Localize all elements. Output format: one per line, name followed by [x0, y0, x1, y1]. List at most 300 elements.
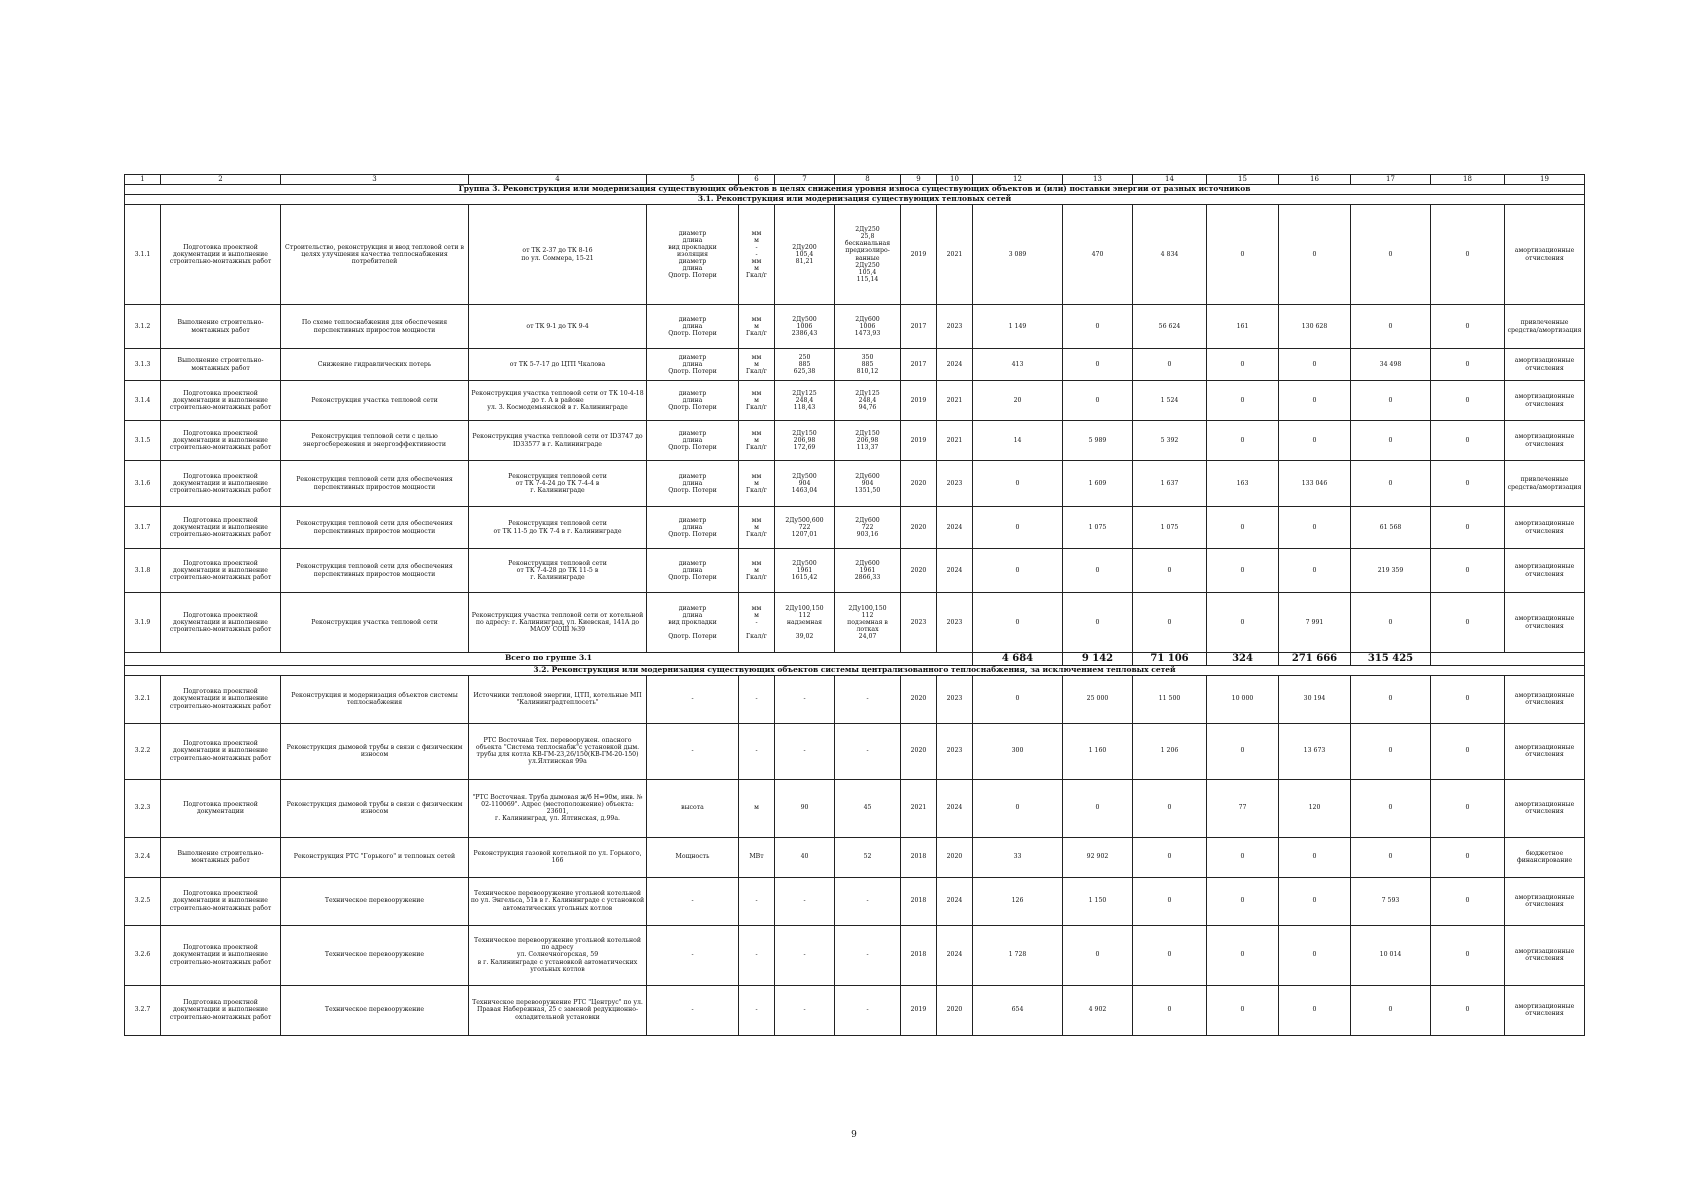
cost-15: 0	[1207, 985, 1279, 1035]
start-year: 2021	[901, 779, 937, 837]
work-type: Подготовка проектной документации	[161, 779, 281, 837]
end-year: 2023	[937, 461, 973, 507]
purpose: Техническое перевооружение	[281, 985, 469, 1035]
value-after: -	[835, 675, 901, 723]
value-after: -	[835, 877, 901, 925]
cost-18: 0	[1431, 349, 1505, 381]
purpose: Реконструкция участка тепловой сети	[281, 593, 469, 653]
table-row	[125, 381, 1585, 421]
value-before: 2Ду500 1006 2386,43	[775, 305, 835, 349]
cost-13: 0	[1063, 549, 1133, 593]
item-number: 3.1.6	[125, 461, 161, 507]
total-16: 271 666	[1279, 653, 1351, 666]
cost-17: 0	[1351, 381, 1431, 421]
cost-18: 0	[1431, 877, 1505, 925]
item-number: 3.1.8	[125, 549, 161, 593]
value-after: 350 885 810,12	[835, 349, 901, 381]
cost-12: 0	[973, 461, 1063, 507]
funding-source: амортизационные отчисления	[1505, 925, 1585, 985]
value-after: 2Ду600 1961 2866,33	[835, 549, 901, 593]
parameter-names: диаметр длина Qпотр. Потери	[647, 549, 739, 593]
cost-13: 1 150	[1063, 877, 1133, 925]
end-year: 2020	[937, 837, 973, 877]
column-number: 1	[125, 175, 161, 185]
column-number: 19	[1505, 175, 1585, 185]
location: Реконструкция участка тепловой сети от ТК 10-4-18 до т. А в районе ул. З. Космодемьянской в г. Калининграде	[469, 381, 647, 421]
end-year: 2023	[937, 675, 973, 723]
cost-15: 0	[1207, 349, 1279, 381]
parameter-units: мм м Гкал/г	[739, 349, 775, 381]
start-year: 2020	[901, 723, 937, 779]
cost-18: 0	[1431, 779, 1505, 837]
cost-17: 10 014	[1351, 925, 1431, 985]
cost-18: 0	[1431, 461, 1505, 507]
cost-18: 0	[1431, 723, 1505, 779]
cost-17: 219 359	[1351, 549, 1431, 593]
cost-15: 0	[1207, 925, 1279, 985]
parameter-names: диаметр длина Qпотр. Потери	[647, 349, 739, 381]
work-type: Подготовка проектной документации и выполнение строительно-монтажных работ	[161, 723, 281, 779]
parameter-names: диаметр длина Qпотр. Потери	[647, 381, 739, 421]
column-number: 16	[1279, 175, 1351, 185]
work-type: Подготовка проектной документации и выполнение строительно-монтажных работ	[161, 381, 281, 421]
parameter-units: мм м - Гкал/г	[739, 593, 775, 653]
purpose: Строительство, реконструкция и ввод тепловой сети в целях улучшения качества теплоснабжения потребителей	[281, 205, 469, 305]
end-year: 2024	[937, 925, 973, 985]
end-year: 2021	[937, 205, 973, 305]
funding-source: амортизационные отчисления	[1505, 349, 1585, 381]
value-before: -	[775, 877, 835, 925]
cost-12: 0	[973, 507, 1063, 549]
cost-13: 0	[1063, 779, 1133, 837]
work-type: Подготовка проектной документации и выполнение строительно-монтажных работ	[161, 549, 281, 593]
table-row	[125, 837, 1585, 877]
cost-17: 61 568	[1351, 507, 1431, 549]
column-number-row	[125, 175, 1585, 185]
parameter-names: высота	[647, 779, 739, 837]
cost-16: 0	[1279, 381, 1351, 421]
parameter-names: Мощность	[647, 837, 739, 877]
value-before: 2Ду500,600 722 1207,01	[775, 507, 835, 549]
cost-18: 0	[1431, 507, 1505, 549]
purpose: Реконструкция тепловой сети для обеспечения перспективных приростов мощности	[281, 507, 469, 549]
cost-17: 0	[1351, 675, 1431, 723]
start-year: 2020	[901, 549, 937, 593]
cost-14: 0	[1133, 549, 1207, 593]
cost-18: 0	[1431, 675, 1505, 723]
value-before: 90	[775, 779, 835, 837]
cost-17: 7 593	[1351, 877, 1431, 925]
table-row	[125, 549, 1585, 593]
page-number: 9	[851, 1130, 857, 1140]
total-15: 324	[1207, 653, 1279, 666]
value-before: 40	[775, 837, 835, 877]
cost-15: 77	[1207, 779, 1279, 837]
cost-16: 0	[1279, 349, 1351, 381]
end-year: 2024	[937, 349, 973, 381]
start-year: 2019	[901, 381, 937, 421]
location: Реконструкция тепловой сети от ТК 7-4-28 до ТК 11-5 в г. Калининграде	[469, 549, 647, 593]
start-year: 2019	[901, 985, 937, 1035]
table-row	[125, 349, 1585, 381]
start-year: 2020	[901, 675, 937, 723]
cost-13: 0	[1063, 381, 1133, 421]
cost-12: 3 089	[973, 205, 1063, 305]
funding-source: амортизационные отчисления	[1505, 205, 1585, 305]
value-after: 2Ду100,150 112 подземная в лотках 24,07	[835, 593, 901, 653]
table-row	[125, 779, 1585, 837]
parameter-units: МВт	[739, 837, 775, 877]
value-before: 2Ду500 904 1463,04	[775, 461, 835, 507]
cost-15: 163	[1207, 461, 1279, 507]
cost-13: 1 609	[1063, 461, 1133, 507]
item-number: 3.1.5	[125, 421, 161, 461]
investment-program-table	[124, 174, 1585, 1036]
cost-15: 161	[1207, 305, 1279, 349]
value-after: 2Ду600 1006 1473,93	[835, 305, 901, 349]
purpose: Техническое перевооружение	[281, 877, 469, 925]
end-year: 2023	[937, 305, 973, 349]
start-year: 2020	[901, 507, 937, 549]
end-year: 2021	[937, 421, 973, 461]
column-number: 5	[647, 175, 739, 185]
cost-15: 0	[1207, 421, 1279, 461]
parameter-names: -	[647, 675, 739, 723]
value-after: -	[835, 985, 901, 1035]
cost-12: 0	[973, 593, 1063, 653]
location: Реконструкция тепловой сети от ТК 7-4-24 до ТК 7-4-4 в г. Калининграде	[469, 461, 647, 507]
cost-12: 14	[973, 421, 1063, 461]
cost-16: 30 194	[1279, 675, 1351, 723]
cost-16: 0	[1279, 837, 1351, 877]
location: Источники тепловой энергии, ЦТП, котельные МП "Калининградтеплосеть"	[469, 675, 647, 723]
cost-18: 0	[1431, 985, 1505, 1035]
work-type: Подготовка проектной документации и выполнение строительно-монтажных работ	[161, 461, 281, 507]
value-before: -	[775, 925, 835, 985]
cost-15: 0	[1207, 723, 1279, 779]
cost-15: 0	[1207, 549, 1279, 593]
start-year: 2020	[901, 461, 937, 507]
item-number: 3.2.1	[125, 675, 161, 723]
cost-16: 133 046	[1279, 461, 1351, 507]
item-number: 3.2.2	[125, 723, 161, 779]
parameter-units: мм м Гкал/г	[739, 305, 775, 349]
cost-13: 4 902	[1063, 985, 1133, 1035]
total-17: 315 425	[1351, 653, 1431, 666]
item-number: 3.1.2	[125, 305, 161, 349]
table-row	[125, 205, 1585, 305]
cost-17: 0	[1351, 837, 1431, 877]
cost-12: 300	[973, 723, 1063, 779]
start-year: 2019	[901, 205, 937, 305]
total-12: 4 684	[973, 653, 1063, 666]
purpose: Техническое перевооружение	[281, 925, 469, 985]
column-number: 12	[973, 175, 1063, 185]
parameter-units: -	[739, 877, 775, 925]
table-row	[125, 305, 1585, 349]
parameter-names: диаметр длина Qпотр. Потери	[647, 421, 739, 461]
funding-source: амортизационные отчисления	[1505, 877, 1585, 925]
cost-15: 0	[1207, 593, 1279, 653]
cost-17: 0	[1351, 779, 1431, 837]
work-type: Подготовка проектной документации и выполнение строительно-монтажных работ	[161, 593, 281, 653]
end-year: 2023	[937, 593, 973, 653]
table-row	[125, 461, 1585, 507]
funding-source: бюджетное финансирование	[1505, 837, 1585, 877]
cost-14: 11 500	[1133, 675, 1207, 723]
parameter-names: диаметр длина Qпотр. Потери	[647, 305, 739, 349]
cost-13: 0	[1063, 305, 1133, 349]
total-14: 71 106	[1133, 653, 1207, 666]
section-3-2-title: 3.2. Реконструкция или модернизация существующих объектов системы централизованного теплоснабжения, за исключением тепловых сетей	[125, 665, 1585, 675]
location: Реконструкция тепловой сети от ТК 11-5 до ТК 7-4 в г. Калининграде	[469, 507, 647, 549]
purpose: Реконструкция дымовой трубы в связи с физическим износом	[281, 779, 469, 837]
start-year: 2017	[901, 305, 937, 349]
funding-source: амортизационные отчисления	[1505, 507, 1585, 549]
cost-17: 0	[1351, 723, 1431, 779]
total-label: Всего по группе 3.1	[125, 653, 973, 666]
parameter-names: -	[647, 877, 739, 925]
funding-source: амортизационные отчисления	[1505, 549, 1585, 593]
column-number: 2	[161, 175, 281, 185]
funding-source: амортизационные отчисления	[1505, 985, 1585, 1035]
purpose: Реконструкция и модернизация объектов системы теплоснабжения	[281, 675, 469, 723]
parameter-units: мм м - - мм м Гкал/г	[739, 205, 775, 305]
purpose: Реконструкция участка тепловой сети	[281, 381, 469, 421]
parameter-units: -	[739, 675, 775, 723]
value-before: -	[775, 675, 835, 723]
cost-17: 0	[1351, 421, 1431, 461]
cost-14: 0	[1133, 877, 1207, 925]
parameter-units: м	[739, 779, 775, 837]
cost-12: 33	[973, 837, 1063, 877]
work-type: Подготовка проектной документации и выполнение строительно-монтажных работ	[161, 925, 281, 985]
item-number: 3.1.9	[125, 593, 161, 653]
value-before: 2Ду200 105,4 81,21	[775, 205, 835, 305]
work-type: Подготовка проектной документации и выполнение строительно-монтажных работ	[161, 675, 281, 723]
cost-17: 0	[1351, 205, 1431, 305]
value-before: 250 885 625,38	[775, 349, 835, 381]
purpose: Реконструкция РТС "Горького" и тепловых сетей	[281, 837, 469, 877]
start-year: 2018	[901, 877, 937, 925]
cost-12: 126	[973, 877, 1063, 925]
work-type: Подготовка проектной документации и выполнение строительно-монтажных работ	[161, 985, 281, 1035]
parameter-units: мм м Гкал/г	[739, 549, 775, 593]
cost-14: 1 206	[1133, 723, 1207, 779]
table-row	[125, 421, 1585, 461]
group-3-title: Группа 3. Реконструкция или модернизация существующих объектов в целях снижения уровня износа существующих объектов и (или) поставки энергии от разных источников	[125, 185, 1585, 195]
cost-17: 0	[1351, 985, 1431, 1035]
value-after: 2Ду150 206,98 113,37	[835, 421, 901, 461]
start-year: 2018	[901, 837, 937, 877]
funding-source: амортизационные отчисления	[1505, 381, 1585, 421]
cost-13: 25 000	[1063, 675, 1133, 723]
cost-12: 413	[973, 349, 1063, 381]
parameter-names: диаметр длина вид прокладки Qпотр. Потери	[647, 593, 739, 653]
item-number: 3.1.3	[125, 349, 161, 381]
column-number: 3	[281, 175, 469, 185]
cost-16: 130 628	[1279, 305, 1351, 349]
cost-16: 0	[1279, 205, 1351, 305]
end-year: 2024	[937, 549, 973, 593]
work-type: Подготовка проектной документации и выполнение строительно-монтажных работ	[161, 877, 281, 925]
cost-14: 0	[1133, 925, 1207, 985]
cost-16: 0	[1279, 877, 1351, 925]
cost-12: 0	[973, 675, 1063, 723]
column-number: 7	[775, 175, 835, 185]
location: Техническое перевооружение угольной котельной по ул. Энгельса, 51в в г. Калининграде с установкой автоматических угольных котлов	[469, 877, 647, 925]
value-before: -	[775, 985, 835, 1035]
cost-15: 10 000	[1207, 675, 1279, 723]
cost-16: 0	[1279, 549, 1351, 593]
purpose: Реконструкция тепловой сети для обеспечения перспективных приростов мощности	[281, 461, 469, 507]
cost-14: 56 624	[1133, 305, 1207, 349]
parameter-names: -	[647, 925, 739, 985]
cost-18: 0	[1431, 837, 1505, 877]
work-type: Подготовка проектной документации и выполнение строительно-монтажных работ	[161, 421, 281, 461]
cost-16: 13 673	[1279, 723, 1351, 779]
cost-12: 0	[973, 779, 1063, 837]
item-number: 3.2.3	[125, 779, 161, 837]
section-3-1-title: 3.1. Реконструкция или модернизация существующих тепловых сетей	[125, 195, 1585, 205]
funding-source: привлеченные средства/амортизация	[1505, 461, 1585, 507]
parameter-names: диаметр длина Qпотр. Потери	[647, 461, 739, 507]
cost-13: 0	[1063, 925, 1133, 985]
funding-source: амортизационные отчисления	[1505, 593, 1585, 653]
column-number: 4	[469, 175, 647, 185]
column-number: 18	[1431, 175, 1505, 185]
item-number: 3.1.1	[125, 205, 161, 305]
value-before: 2Ду100,150 112 надземная 39,02	[775, 593, 835, 653]
parameter-units: -	[739, 925, 775, 985]
cost-18: 0	[1431, 549, 1505, 593]
cost-14: 5 392	[1133, 421, 1207, 461]
column-number: 9	[901, 175, 937, 185]
column-number: 6	[739, 175, 775, 185]
end-year: 2024	[937, 779, 973, 837]
funding-source: амортизационные отчисления	[1505, 723, 1585, 779]
column-number: 14	[1133, 175, 1207, 185]
column-number: 8	[835, 175, 901, 185]
value-after: 2Ду600 904 1351,50	[835, 461, 901, 507]
cost-12: 1 728	[973, 925, 1063, 985]
value-before: 2Ду125 248,4 118,43	[775, 381, 835, 421]
parameter-units: мм м Гкал/г	[739, 507, 775, 549]
cost-18: 0	[1431, 381, 1505, 421]
column-number: 10	[937, 175, 973, 185]
cost-17: 0	[1351, 593, 1431, 653]
work-type: Подготовка проектной документации и выполнение строительно-монтажных работ	[161, 205, 281, 305]
total-row	[125, 653, 1585, 666]
item-number: 3.1.4	[125, 381, 161, 421]
funding-source: амортизационные отчисления	[1505, 421, 1585, 461]
item-number: 3.2.4	[125, 837, 161, 877]
start-year: 2017	[901, 349, 937, 381]
cost-13: 1 075	[1063, 507, 1133, 549]
cost-15: 0	[1207, 205, 1279, 305]
value-after: 52	[835, 837, 901, 877]
value-after: -	[835, 723, 901, 779]
table-row	[125, 675, 1585, 723]
cost-13: 1 160	[1063, 723, 1133, 779]
work-type: Подготовка проектной документации и выполнение строительно-монтажных работ	[161, 507, 281, 549]
cost-17: 0	[1351, 461, 1431, 507]
cost-16: 0	[1279, 985, 1351, 1035]
table-row	[125, 507, 1585, 549]
group-title-row	[125, 185, 1585, 195]
cost-16: 7 991	[1279, 593, 1351, 653]
funding-source: привлеченные средства/амортизация	[1505, 305, 1585, 349]
cost-18: 0	[1431, 593, 1505, 653]
work-type: Выполнение строительно-монтажных работ	[161, 349, 281, 381]
table-row	[125, 877, 1585, 925]
cost-16: 0	[1279, 925, 1351, 985]
parameter-units: мм м Гкал/г	[739, 381, 775, 421]
location: от ТК 5-7-17 до ЦТП Чкалова	[469, 349, 647, 381]
location: Реконструкция газовой котельной по ул. Горького, 166	[469, 837, 647, 877]
cost-15: 0	[1207, 507, 1279, 549]
value-before: -	[775, 723, 835, 779]
value-after: 2Ду250 25,8 бесканальная предизолиро- ванные 2Ду250 105,4 115,14	[835, 205, 901, 305]
start-year: 2018	[901, 925, 937, 985]
value-before: 2Ду500 1961 1615,42	[775, 549, 835, 593]
column-number: 15	[1207, 175, 1279, 185]
cost-17: 34 498	[1351, 349, 1431, 381]
item-number: 3.2.7	[125, 985, 161, 1035]
parameter-units: -	[739, 985, 775, 1035]
funding-source: амортизационные отчисления	[1505, 779, 1585, 837]
table-body	[125, 175, 1585, 1036]
parameter-units: мм м Гкал/г	[739, 421, 775, 461]
end-year: 2024	[937, 877, 973, 925]
cost-15: 0	[1207, 381, 1279, 421]
cost-15: 0	[1207, 837, 1279, 877]
location: Реконструкция участка тепловой сети от котельной по адресу: г. Калининград, ул. Киевская, 141А до МАОУ СОШ №39	[469, 593, 647, 653]
item-number: 3.2.5	[125, 877, 161, 925]
purpose: Снижение гидравлических потерь	[281, 349, 469, 381]
cost-13: 0	[1063, 349, 1133, 381]
purpose: Реконструкция дымовой трубы в связи с физическим износом	[281, 723, 469, 779]
end-year: 2020	[937, 985, 973, 1035]
location: от ТК 9-1 до ТК 9-4	[469, 305, 647, 349]
parameter-names: -	[647, 985, 739, 1035]
work-type: Выполнение строительно-монтажных работ	[161, 305, 281, 349]
cost-14: 1 075	[1133, 507, 1207, 549]
table-row	[125, 985, 1585, 1035]
table-row	[125, 925, 1585, 985]
cost-16: 120	[1279, 779, 1351, 837]
purpose: По схеме теплоснабжения для обеспечения перспективных приростов мощности	[281, 305, 469, 349]
parameter-names: -	[647, 723, 739, 779]
cost-14: 1 637	[1133, 461, 1207, 507]
value-after: 2Ду600 722 903,16	[835, 507, 901, 549]
total-13: 9 142	[1063, 653, 1133, 666]
value-after: 2Ду125 248,4 94,76	[835, 381, 901, 421]
item-number: 3.1.7	[125, 507, 161, 549]
location: Техническое перевооружение РТС "Центрус" по ул. Правая Набережная, 25 с заменой редукционно-охладительной установки	[469, 985, 647, 1035]
end-year: 2021	[937, 381, 973, 421]
value-before: 2Ду150 206,98 172,69	[775, 421, 835, 461]
cost-14: 0	[1133, 985, 1207, 1035]
section-title-row	[125, 665, 1585, 675]
cost-12: 20	[973, 381, 1063, 421]
cost-15: 0	[1207, 877, 1279, 925]
parameter-names: диаметр длина вид прокладки изоляция диаметр длина Qпотр. Потери	[647, 205, 739, 305]
end-year: 2023	[937, 723, 973, 779]
cost-17: 0	[1351, 305, 1431, 349]
cost-14: 0	[1133, 837, 1207, 877]
item-number: 3.2.6	[125, 925, 161, 985]
